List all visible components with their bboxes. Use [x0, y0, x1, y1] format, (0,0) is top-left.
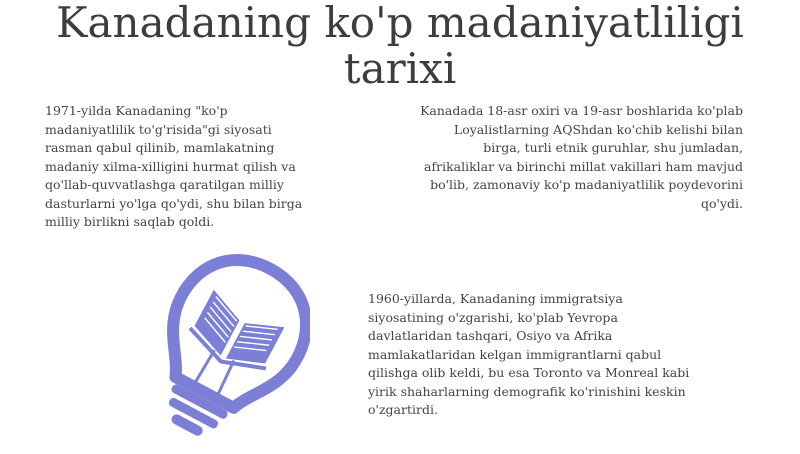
paragraph-1960s: 1960-yillarda, Kanadaning immigratsiya siyosatining o'zgarishi, ko'plab Yevropa davlatlaridan tashqari, Osiyo va Afrika mamlakatlaridan kelgan immigrantlarni qabul qilishga olib keldi, bu esa Toronto va Monreal kabi yirik shaharlarning demografik ko'rinishini keskin o'zgartirdi. — [368, 291, 690, 417]
paragraph-18th-century: Kanadada 18-asr oxiri va 19-asr boshlarida ko'plab Loyalistlarning AQShdan ko'chib kelishi bilan birga, turli etnik guruhlar, shu jumladan, afrikaliklar va birinchi millat vakillari ham mavjud bo'lib, zamonaviy ko'p madaniyatlilik poydevorini qo'ydi. — [420, 103, 743, 211]
lightbulb-book-icon — [140, 250, 310, 450]
paragraph-1971: 1971-yilda Kanadaning "ko'p madaniyatlilik to'g'risida"gi siyosati rasman qabul qilinib, mamlakatning madaniy xilma-xilligini hurmat qilish va qo'llab-quvvatlashga qaratilgan milliy dasturlarni yo'lga qo'ydi, shu bilan birga milliy birlikni saqlab qoldi. — [45, 103, 303, 229]
page-title: Kanadaning ko'p madaniyatliligi tarixi — [56, 0, 744, 93]
